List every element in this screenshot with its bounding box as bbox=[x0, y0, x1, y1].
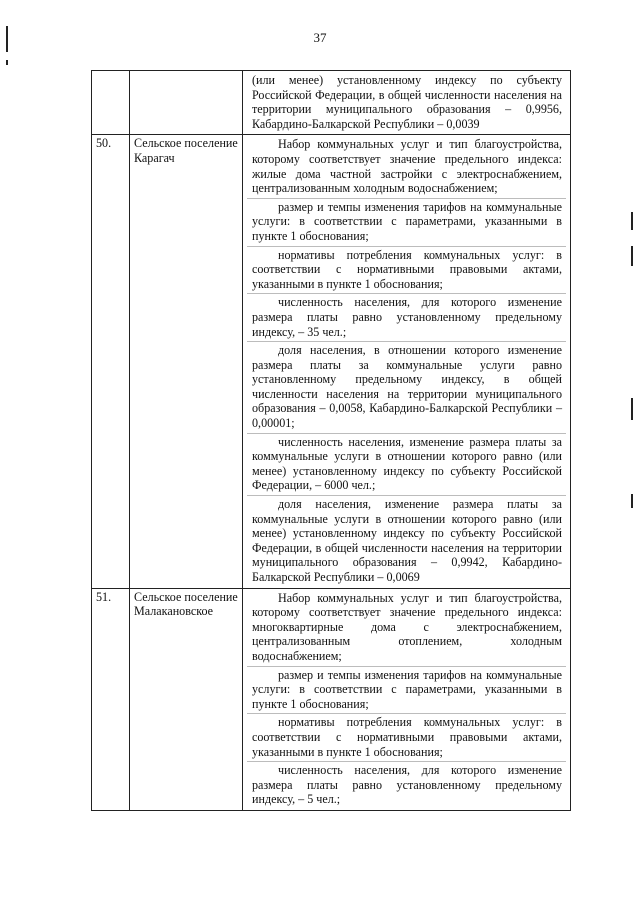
description-paragraph: доля населения, изменение размера платы за коммунальные услуги в отношении которого равно (или менее) установленному индексу по субъекту Российской Федерации, в общей численности населения на территории муниципального образования – 0,9942, Кабардино-Балкарской Республики – 0,0069 bbox=[252, 497, 562, 584]
description-paragraph: нормативы потребления коммунальных услуг: в соответствии с нормативными правовыми актами, указанными в пункте 1 обоснования; bbox=[247, 247, 566, 295]
row-description bbox=[243, 588, 571, 810]
row-number bbox=[92, 71, 130, 135]
description-paragraph: доля населения, в отношении которого изменение размера платы за коммунальные услуги равно установленному предельному индексу, в общей численности населения на территории муниципального образования – 0,0058, Кабардино-Балкарской Республики – 0,00001; bbox=[247, 342, 566, 434]
settlements-table bbox=[91, 70, 571, 811]
table-row bbox=[92, 588, 571, 810]
description-paragraph: Набор коммунальных услуг и тип благоустройства, которому соответствует значение предельного индекса: жилые дома частной застройки с электроснабжением, централизованным холодным водоснабжением; bbox=[247, 136, 566, 198]
row-number: 51. bbox=[92, 588, 130, 810]
scan-mark-right-2 bbox=[631, 246, 633, 266]
scan-mark-left-top bbox=[6, 26, 8, 52]
description-paragraph: размер и темпы изменения тарифов на коммунальные услуги: в соответствии с параметрами, указанными в пункте 1 обоснования; bbox=[247, 667, 566, 715]
description-paragraph: размер и темпы изменения тарифов на коммунальные услуги: в соответствии с параметрами, указанными в пункте 1 обоснования; bbox=[247, 199, 566, 247]
table-row bbox=[92, 135, 571, 588]
page-number: 37 bbox=[313, 30, 327, 45]
description-paragraph: численность населения, для которого изменение размера платы равно установленному предельному индексу, – 35 чел.; bbox=[247, 294, 566, 342]
scan-mark-right-1 bbox=[631, 212, 633, 230]
description-paragraph: (или менее) установленному индексу по субъекту Российской Федерации, в общей численности населения на территории муниципального образования – 0,9956, Кабардино-Балкарской Республики – 0,0039 bbox=[252, 73, 562, 131]
row-description bbox=[243, 135, 571, 588]
description-paragraph: численность населения, для которого изменение размера платы равно установленному предельному индексу, – 5 чел.; bbox=[252, 763, 562, 807]
scan-mark-right-4 bbox=[631, 494, 633, 508]
row-number: 50. bbox=[92, 135, 130, 588]
settlement-name bbox=[130, 71, 243, 135]
description-paragraph: численность населения, изменение размера платы за коммунальные услуги в отношении которого равно (или менее) установленному индексу по субъекту Российской Федерации, – 6000 чел.; bbox=[247, 434, 566, 496]
row-description bbox=[243, 71, 571, 135]
scan-mark-right-3 bbox=[631, 398, 633, 420]
settlement-name: Сельское поселение Малакановское bbox=[130, 588, 243, 810]
table-row bbox=[92, 71, 571, 135]
description-paragraph: нормативы потребления коммунальных услуг: в соответствии с нормативными правовыми актами, указанными в пункте 1 обоснования; bbox=[247, 714, 566, 762]
description-paragraph: Набор коммунальных услуг и тип благоустройства, которому соответствует значение предельного индекса: многоквартирные дома с электроснабжением, централизованным отоплением, холодным водоснабжением; bbox=[247, 590, 566, 667]
scan-mark-left-dot bbox=[6, 60, 8, 65]
settlement-name: Сельское поселение Карагач bbox=[130, 135, 243, 588]
